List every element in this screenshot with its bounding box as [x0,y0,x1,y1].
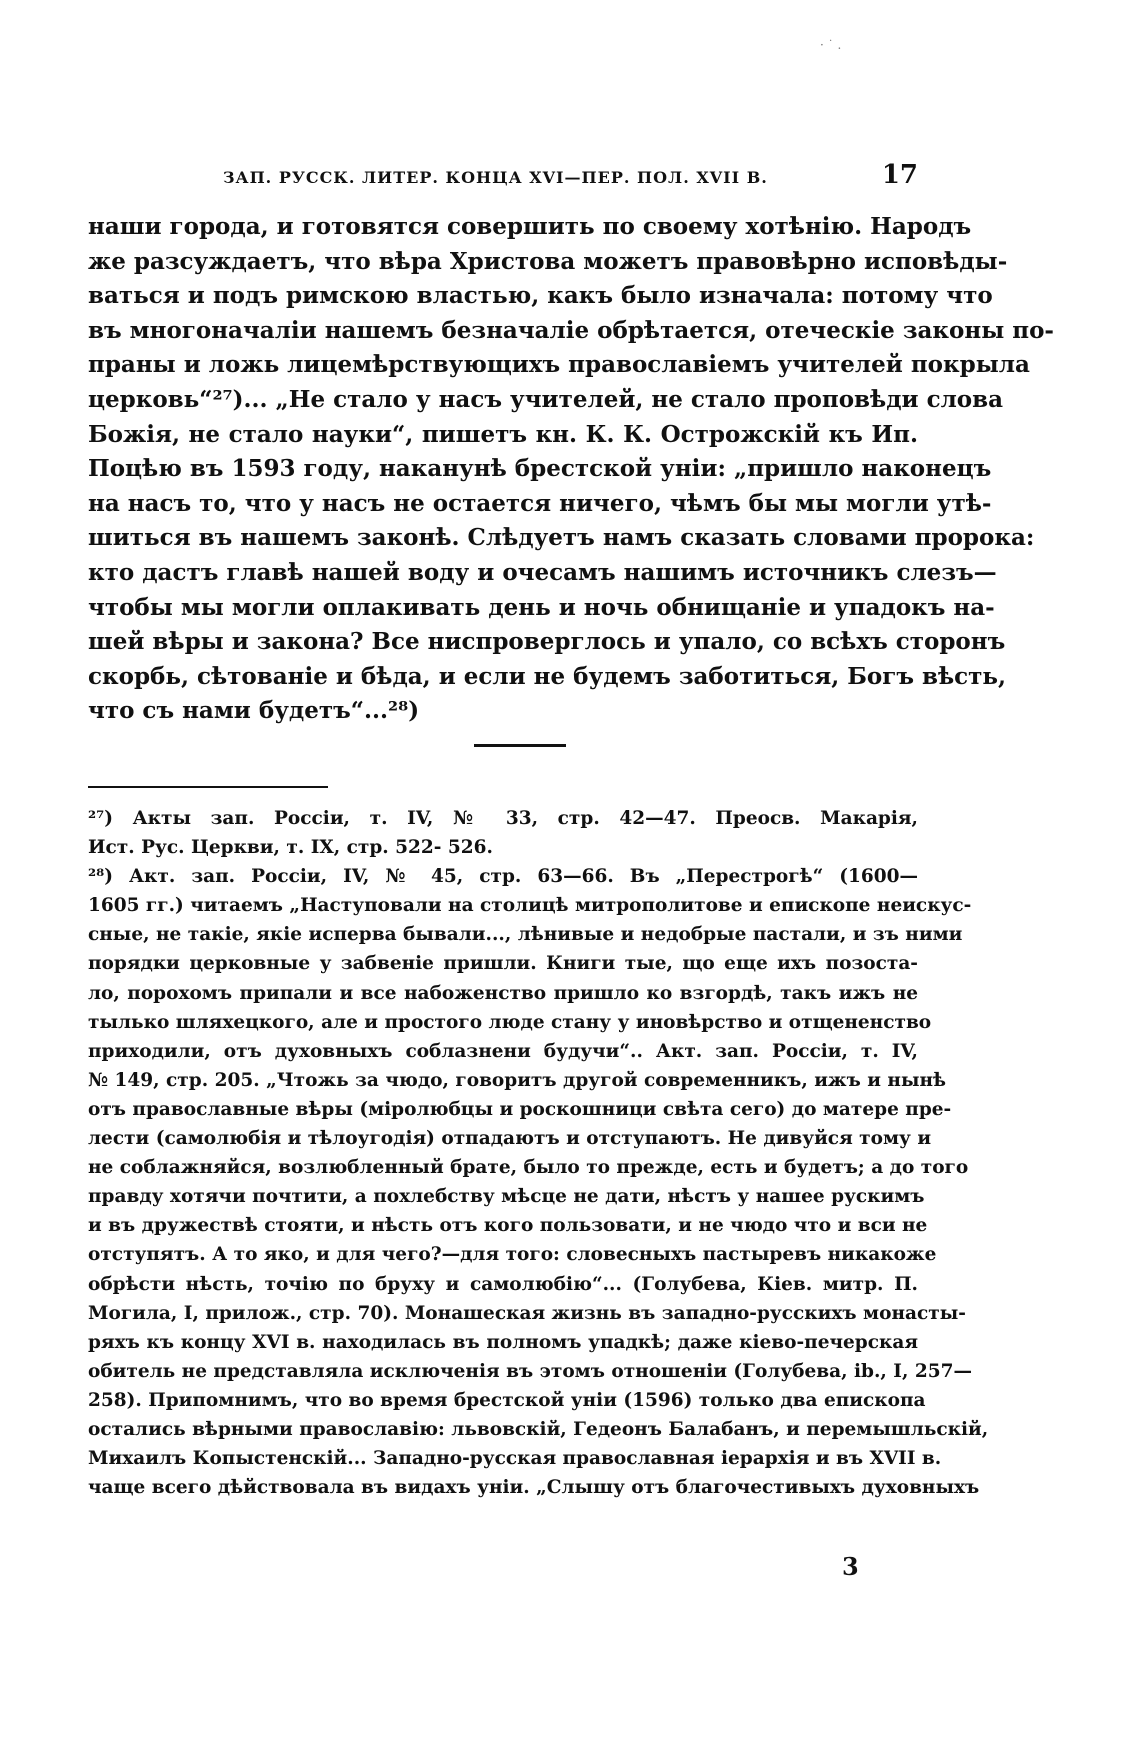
text-line: на насъ то, что у насъ не остается ничего, чѣмъ бы мы могли утѣ- [88,489,992,517]
text-line: наши города, и готовятся совершить по своему хотѣнію. Народъ [88,213,972,240]
text-line: кто дастъ главѣ нашей воду и очесамъ нашимъ источникъ слезъ— [88,558,997,586]
footnotes [88,804,989,1502]
footnote-line: ²⁸) Акт. зап. Россіи, IV, № 45, стр. 63—66. Въ „Перестрогѣ“ (1600— [88,866,918,888]
running-header [88,160,918,190]
text-line: церковь“²⁷)... „Не стало у насъ учителей, не стало проповѣди слова [88,385,1004,413]
footnote-line: не соблажняйся, возлюбленный брате, было то прежде, есть и будетъ; а до того [88,1157,969,1179]
footnote-line: отступятъ. А то яко, и для чего?—для того: словесныхъ пастыревъ никакоже [88,1244,937,1266]
footnote-line: № 149, стр. 205. „Чтожь за чюдо, говоритъ другой современникъ, ижъ и нынѣ [88,1069,947,1091]
text-line: Божія, не стало науки“, пишетъ кн. К. К. Острожскій къ Ип. [88,420,918,448]
main-text [88,210,1054,729]
footnote-line: Могила, I, прилож., стр. 70). Монашеская жизнь въ западно-русскихъ монасты- [88,1302,966,1324]
footnote-line: тылько шляхецкого, але и простого люде стану у иновѣрство и отщененство [88,1011,932,1033]
footnote-line: и въ дружествѣ стояти, и нѣсть отъ кого пользовати, и не чюдо что и вси не [88,1215,928,1237]
footnote-line: Михаилъ Копыстенскій... Западно-русская православная іерархія и въ XVII в. [88,1448,942,1470]
footnote-line: Ист. Рус. Церкви, т. IX, стр. 522- 526. [88,837,493,859]
scan-specks: · ˙ . [820,38,842,52]
footnote-line: остались вѣрными православію: львовскій, Гедеонъ Балабанъ, и перемышльскій, [88,1418,989,1440]
footnote-separator [88,786,328,788]
text-line: же разсуждаетъ, что вѣра Христова можетъ правовѣрно исповѣды- [88,247,1008,275]
footnote-line: отъ православные вѣры (міролюбцы и роскошници свѣта сего) до матере пре- [88,1098,952,1120]
text-line: въ многоначаліи нашемъ безначаліе обрѣтается, отеческіе законы по- [88,316,1054,344]
signature-mark: 3 [842,1552,859,1581]
page-number: 17 [881,160,918,190]
footnote-line: 258). Припомнимъ, что во время брестской уніи (1596) только два епископа [88,1389,926,1411]
footnote-line: лести (самолюбія и тѣлоугодія) отпадаютъ и отступаютъ. Не дивуйся тому и [88,1128,932,1150]
footnote-line: приходили, отъ духовныхъ соблазнени будучи“.. Акт. зап. Россіи, т. IV, [88,1040,918,1062]
text-line: праны и ложь лицемѣрствующихъ православіемъ учителей покрыла [88,351,1030,379]
footnote-line: обрѣсти нѣсть, точію по бруху и самолюбію“... (Голубева, Кіев. митр. П. [88,1273,918,1295]
footnote-line: ло, порохомъ припали и все набоженство пришло ко взгордѣ, такъ ижъ не [88,982,918,1004]
footnote-line: чаще всего дѣйствовала въ видахъ уніи. „Слышу отъ благочестивыхъ духовныхъ [88,1477,980,1499]
footnote-line: ²⁷) Акты зап. Россіи, т. IV, № 33, стр. 42—47. Преосв. Макарія, [88,808,918,829]
text-line: шей вѣры и закона? Все ниспроверглось и упало, со всѣхъ сторонъ [88,628,1006,656]
running-title: ЗАП. РУССК. ЛИТЕР. КОНЦА XVI—ПЕР. ПОЛ. XVII В. [223,168,768,187]
text-line: ваться и подъ римскою властью, какъ было изначала: потому что [88,282,993,310]
text-line: скорбь, сѣтованіе и бѣда, и если не будемъ заботиться, Богъ вѣсть, [88,662,1007,690]
section-divider [474,744,566,747]
footnote-line: обитель не представляла исключенія въ этомъ отношеніи (Голубева, ib., I, 257— [88,1360,972,1382]
footnote-line: ряхъ къ концу XVI в. находилась въ полномъ упадкѣ; даже кіево-печерская [88,1331,918,1353]
text-line: чтобы мы могли оплакивать день и ночь обнищаніе и упадокъ на- [88,593,995,621]
text-line: что съ нами будетъ“...²⁸) [88,697,420,725]
text-line: шиться въ нашемъ законѣ. Слѣдуетъ намъ сказать словами пророка: [88,524,1035,552]
footnote-line: порядки церковные у забвеніе пришли. Книги тые, що еще ихъ позоста- [88,953,918,975]
footnote-line: правду хотячи почтити, а похлебству мѣсце не дати, нѣстъ у нашее рускимъ [88,1186,925,1208]
footnote-line: сныe, не такіе, якіе исперва бывали..., лѣнивые и недобрые пастали, и зъ ними [88,924,963,946]
footnote-line: 1605 гг.) читаемъ „Наступовали на столицѣ митрополитове и епископе неискус- [88,895,972,917]
text-line: Поцѣю въ 1593 году, наканунѣ брестской уніи: „пришло наконецъ [88,455,992,483]
